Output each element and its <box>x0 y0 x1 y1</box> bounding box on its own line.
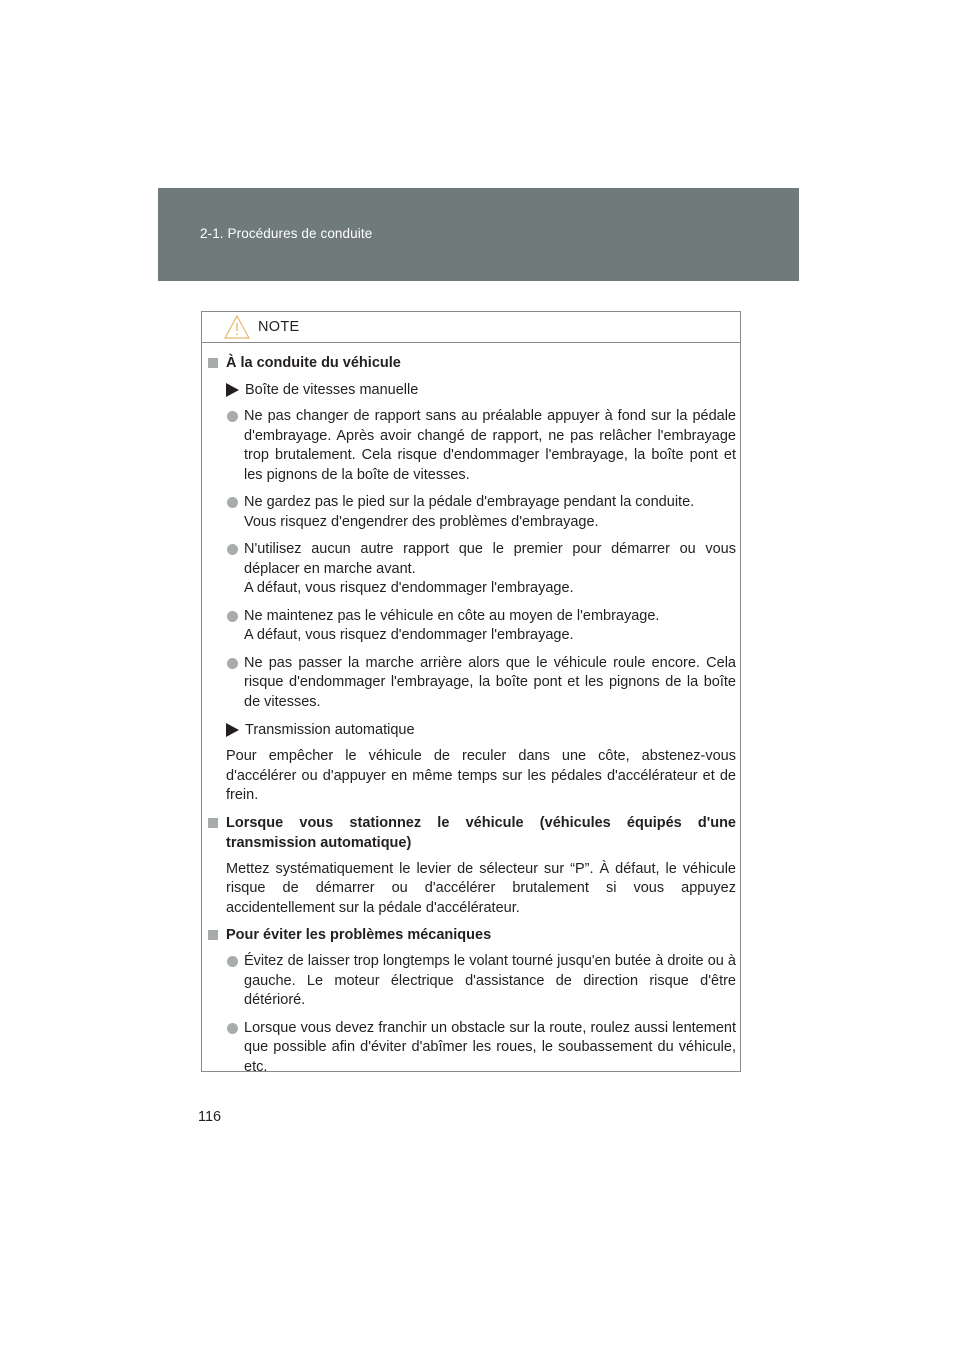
section-heading: À la conduite du véhicule <box>207 353 736 373</box>
list-item: N'utilisez aucun autre rapport que le premier pour démarrer ou vous déplacer en marche avant. A défaut, vous risquez d'endommager l'embrayage. <box>207 540 736 599</box>
round-bullet-icon <box>227 1023 238 1034</box>
round-bullet-icon <box>227 544 238 555</box>
round-bullet-icon <box>227 611 238 622</box>
round-bullet-icon <box>227 411 238 422</box>
header-band <box>158 188 799 281</box>
triangle-marker-icon <box>226 723 239 737</box>
list-item: Ne pas passer la marche arrière alors que le véhicule roule encore. Cela risque d'endommager l'embrayage, la boîte pont et les pignons de la boîte de vitesses. <box>207 654 736 713</box>
note-body <box>202 343 740 1077</box>
square-bullet-icon <box>208 818 218 828</box>
paragraph: Mettez systématiquement le levier de sélecteur sur “P”. À défaut, le véhicule risque de démarrer ou d'accélérer brutalement si vous appuyez accidentellement sur la pédale d'accélérateur. <box>226 860 736 916</box>
subheading-automatic: Transmission automatique <box>207 720 736 740</box>
page-number: 116 <box>198 1109 222 1125</box>
list-item: Lorsque vous devez franchir un obstacle sur la route, roulez aussi lentement que possible afin d'éviter d'abîmer les roues, le soubassement du véhicule, etc. <box>207 1019 736 1078</box>
section-label: 2-1. Procédures de conduite <box>200 226 373 241</box>
round-bullet-icon <box>227 658 238 669</box>
round-bullet-icon <box>227 497 238 508</box>
paragraph: Pour empêcher le véhicule de reculer dans une côte, abstenez-vous d'accélérer ou d'appuyer en même temps sur les pédales d'accélérateur et de frein. <box>226 748 736 803</box>
list-item: Ne gardez pas le pied sur la pédale d'embrayage pendant la conduite. Vous risquez d'engendrer des problèmes d'embrayage. <box>207 493 736 532</box>
square-bullet-icon <box>208 358 218 368</box>
list-item: Ne maintenez pas le véhicule en côte au moyen de l'embrayage. A défaut, vous risquez d'endommager l'embrayage. <box>207 607 736 646</box>
note-box <box>201 311 741 1075</box>
list-item: Évitez de laisser trop longtemps le volant tourné jusqu'en butée à droite ou à gauche. Le moteur électrique d'assistance de direction risque d'être détérioré. <box>207 952 736 1011</box>
subheading-manual: Boîte de vitesses manuelle <box>207 380 736 400</box>
square-bullet-icon <box>208 930 218 940</box>
note-title: NOTE <box>258 319 300 335</box>
section-heading: Lorsque vous stationnez le véhicule (véhicules équipés d'une transmission automatique) <box>207 813 736 853</box>
list-item: Ne pas changer de rapport sans au préalable appuyer à fond sur la pédale d'embrayage. Après avoir changé de rapport, ne pas relâcher l'embrayage trop brutalement. Cela risque d'endommager l'embrayage, la boîte pont et les pignons de la boîte de vitesses. <box>207 407 736 485</box>
warning-triangle-icon <box>224 315 250 339</box>
round-bullet-icon <box>227 956 238 967</box>
triangle-marker-icon <box>226 383 239 397</box>
note-header <box>202 312 740 343</box>
section-heading: Pour éviter les problèmes mécaniques <box>207 925 736 945</box>
